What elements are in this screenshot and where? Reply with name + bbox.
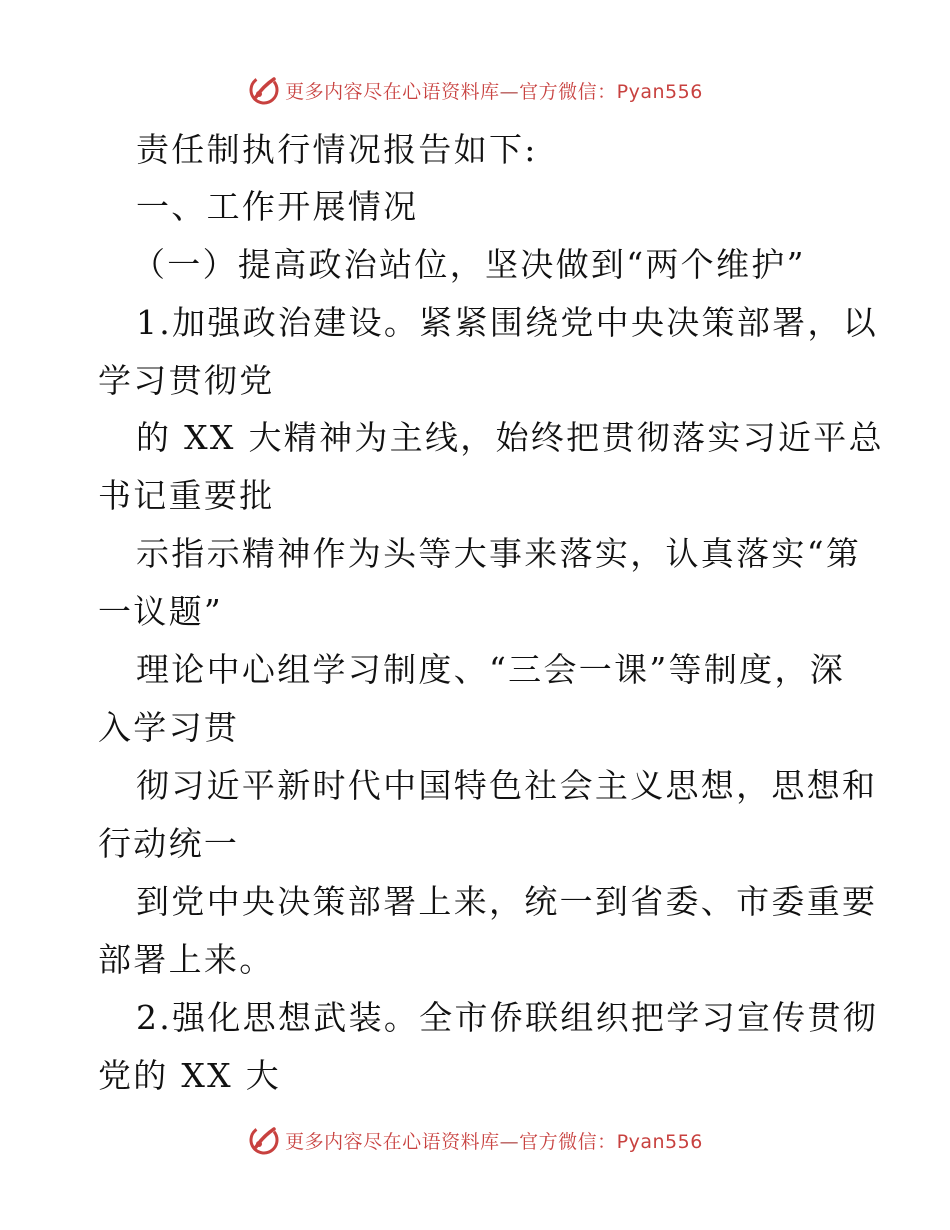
section-heading: 一、工作开展情况 bbox=[136, 187, 419, 226]
header-separator: — bbox=[499, 80, 520, 103]
body-line: 一议题” bbox=[98, 592, 224, 631]
brush-circle-logo-icon bbox=[247, 73, 281, 107]
body-line: 1.加强政治建设。紧紧围绕党中央决策部署，以 bbox=[136, 303, 879, 342]
footer-wechat-text: 官方微信：Pyan556 bbox=[519, 1130, 703, 1153]
footer-banner bbox=[0, 1120, 950, 1160]
footer-site-text: 更多内容尽在心语资料库 bbox=[285, 1130, 500, 1153]
header-site-text: 更多内容尽在心语资料库 bbox=[285, 80, 500, 103]
subsection-heading: （一）提高政治站位，坚决做到“两个维护” bbox=[132, 245, 806, 284]
body-line: 示指示精神作为头等大事来落实，认真落实“第 bbox=[136, 534, 862, 573]
body-line: 书记重要批 bbox=[98, 476, 275, 515]
body-line: 部署上来。 bbox=[98, 940, 275, 979]
body-line: 彻习近平新时代中国特色社会主义思想，思想和 bbox=[136, 766, 878, 805]
footer-separator: — bbox=[499, 1130, 520, 1153]
header-banner-text bbox=[285, 77, 703, 104]
body-line: 的 XX 大精神为主线，始终把贯彻落实习近平总 bbox=[136, 418, 884, 457]
header-wechat-text: 官方微信：Pyan556 bbox=[519, 80, 703, 103]
body-line: 学习贯彻党 bbox=[98, 361, 275, 400]
body-line: 2.强化思想武装。全市侨联组织把学习宣传贯彻 bbox=[136, 998, 879, 1037]
body-line: 理论中心组学习制度、“三会一课”等制度，深 bbox=[136, 650, 846, 689]
header-banner bbox=[0, 70, 950, 110]
brush-circle-logo-icon bbox=[247, 1123, 281, 1157]
body-line: 入学习贯 bbox=[98, 708, 240, 747]
body-line: 党的 XX 大 bbox=[98, 1056, 282, 1095]
footer-banner-text bbox=[285, 1127, 703, 1154]
body-line: 行动统一 bbox=[98, 824, 240, 863]
body-line: 责任制执行情况报告如下: bbox=[136, 130, 538, 169]
body-line: 到党中央决策部署上来，统一到省委、市委重要 bbox=[136, 882, 878, 921]
